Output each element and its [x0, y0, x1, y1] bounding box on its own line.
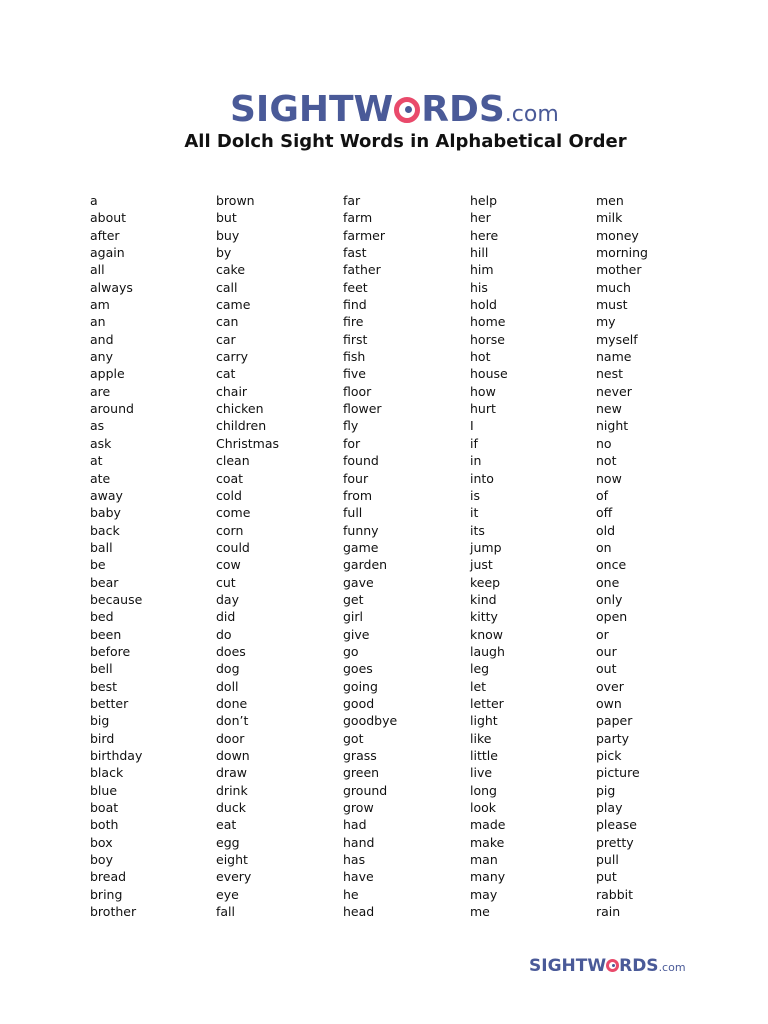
word-item: doll	[216, 678, 239, 694]
word-item: better	[90, 695, 129, 711]
word-item: from	[343, 487, 373, 503]
word-item: door	[216, 730, 245, 746]
word-item: as	[90, 418, 105, 434]
word-item: open	[596, 609, 628, 625]
word-item: cake	[216, 262, 246, 278]
word-item: name	[596, 349, 632, 365]
word-item: go	[343, 643, 359, 659]
word-item: letter	[470, 695, 504, 711]
word-item: here	[470, 227, 499, 243]
word-item: one	[596, 574, 620, 590]
word-item: may	[470, 886, 498, 902]
word-item: birthday	[90, 748, 143, 763]
word-item: don’t	[216, 713, 249, 729]
word-item: help	[470, 193, 498, 208]
word-item: fly	[343, 418, 359, 434]
word-item: me	[470, 904, 490, 920]
word-item: Christmas	[216, 435, 280, 451]
word-item: party	[596, 730, 630, 746]
word-item: could	[216, 539, 250, 555]
sightwords-logo	[230, 88, 559, 137]
footer-logo-text-end: RDS	[619, 956, 659, 976]
word-item: picture	[596, 765, 640, 781]
word-item: horse	[470, 331, 505, 347]
word-item: kitty	[470, 609, 498, 625]
word-item: black	[90, 765, 124, 781]
word-item: green	[343, 765, 380, 781]
word-item: jump	[470, 539, 502, 555]
word-item: know	[470, 626, 504, 642]
word-item: men	[596, 193, 624, 208]
word-item: please	[596, 817, 637, 833]
word-item: find	[343, 297, 367, 313]
word-item: came	[216, 297, 251, 313]
word-column-4	[470, 192, 508, 920]
word-item: myself	[596, 331, 638, 347]
word-item: going	[343, 678, 378, 694]
word-item: for	[343, 435, 361, 451]
word-item: bread	[90, 869, 127, 885]
word-item: floor	[343, 383, 372, 399]
word-item: if	[470, 435, 478, 451]
word-item: rabbit	[596, 886, 634, 902]
word-item: dog	[216, 661, 240, 677]
word-item: hold	[470, 297, 497, 313]
word-item: boy	[90, 852, 113, 868]
word-item: drink	[216, 782, 248, 798]
word-column-3	[343, 192, 397, 920]
word-item: made	[470, 817, 506, 833]
word-item: keep	[470, 574, 501, 590]
footer-logo-text-start: SIGHTW	[529, 956, 607, 976]
word-item: fish	[343, 349, 366, 365]
word-item: it	[470, 505, 479, 521]
word-item: funny	[343, 522, 379, 538]
word-item: farmer	[343, 227, 385, 243]
logo-text-start: SIGHTW	[230, 89, 394, 130]
footer-logo-domain-suffix: .com	[658, 961, 686, 974]
word-item: paper	[596, 713, 633, 729]
word-item: does	[216, 643, 246, 659]
word-item: brown	[216, 193, 255, 208]
word-item: found	[343, 453, 379, 469]
word-item: I	[470, 418, 474, 434]
word-item: he	[343, 886, 359, 902]
word-item: box	[90, 834, 113, 850]
word-item: did	[216, 609, 236, 625]
word-item: children	[216, 418, 267, 434]
word-item: our	[596, 643, 617, 659]
word-item: at	[90, 453, 103, 469]
word-item: far	[343, 193, 361, 208]
word-item: pig	[596, 782, 616, 798]
word-item: give	[343, 626, 370, 642]
word-item: hand	[343, 834, 375, 850]
word-item: clean	[216, 453, 250, 469]
word-item: bear	[90, 574, 119, 590]
word-item: once	[596, 557, 627, 573]
word-item: eight	[216, 852, 248, 868]
word-item: first	[343, 331, 368, 347]
word-item: can	[216, 314, 239, 330]
word-item: egg	[216, 834, 240, 850]
word-item: money	[596, 227, 639, 243]
word-item: hot	[470, 349, 491, 365]
word-item: away	[90, 487, 123, 503]
word-item: man	[470, 852, 498, 868]
word-item: put	[596, 869, 617, 885]
word-item: light	[470, 713, 498, 729]
word-item: farm	[343, 210, 373, 226]
word-item: must	[596, 297, 628, 313]
word-item: ask	[90, 435, 112, 451]
word-item: car	[216, 331, 236, 347]
word-item: apple	[90, 366, 125, 382]
word-item: night	[596, 418, 629, 434]
word-item: bring	[90, 886, 123, 902]
word-item: play	[596, 800, 623, 816]
word-item: got	[343, 730, 364, 746]
word-item: come	[216, 505, 251, 521]
word-item: best	[90, 678, 118, 694]
word-item: is	[470, 487, 480, 503]
word-item: coat	[216, 470, 244, 486]
word-item: do	[216, 626, 232, 642]
word-item: of	[596, 487, 609, 503]
word-item: call	[216, 279, 238, 295]
word-item: look	[470, 800, 497, 816]
word-item: on	[596, 539, 612, 555]
word-item: are	[90, 383, 111, 399]
word-item: long	[470, 782, 497, 798]
word-item: only	[596, 591, 623, 607]
word-item: around	[90, 401, 134, 417]
word-item: corn	[216, 522, 244, 538]
word-item: but	[216, 210, 237, 226]
word-item: fall	[216, 904, 236, 920]
word-item: game	[343, 539, 379, 555]
word-item: good	[343, 695, 375, 711]
word-item: ground	[343, 782, 388, 798]
word-item: boat	[90, 800, 119, 816]
word-item: ball	[90, 539, 113, 555]
word-item: garden	[343, 557, 388, 573]
word-item: am	[90, 297, 110, 313]
word-item: grass	[343, 748, 377, 763]
word-item: kind	[470, 591, 497, 607]
word-item: eye	[216, 886, 239, 902]
word-item: into	[470, 470, 494, 486]
word-item: five	[343, 366, 366, 382]
word-item: full	[343, 505, 363, 521]
word-item: about	[90, 210, 127, 226]
word-item: now	[596, 470, 622, 486]
word-item: morning	[596, 245, 648, 261]
word-item: just	[470, 557, 493, 573]
word-item: had	[343, 817, 367, 833]
word-item: ate	[90, 470, 111, 486]
word-item: feet	[343, 279, 368, 295]
word-item: any	[90, 349, 113, 365]
word-item: nest	[596, 366, 624, 382]
word-item: pull	[596, 852, 619, 868]
word-item: all	[90, 262, 105, 278]
word-item: house	[470, 366, 508, 382]
word-item: bird	[90, 730, 115, 746]
word-item: goodbye	[343, 713, 398, 729]
word-item: or	[596, 626, 609, 642]
word-item: day	[216, 591, 239, 607]
word-item: by	[216, 245, 232, 261]
word-item: no	[596, 435, 612, 451]
word-item: girl	[343, 609, 364, 625]
word-item: mother	[596, 262, 642, 278]
word-item: my	[596, 314, 616, 330]
word-column-1	[90, 192, 142, 920]
word-item: four	[343, 470, 369, 486]
word-item: after	[90, 227, 120, 243]
word-item: father	[343, 262, 381, 278]
word-item: buy	[216, 227, 240, 243]
word-item: home	[470, 314, 506, 330]
word-item: an	[90, 314, 106, 330]
word-item: down	[216, 748, 250, 763]
word-item: chair	[216, 383, 248, 399]
word-item: her	[470, 210, 491, 226]
word-item: have	[343, 869, 374, 885]
word-item: has	[343, 852, 366, 868]
word-item: hill	[470, 245, 489, 261]
word-item: cat	[216, 366, 236, 382]
word-item: rain	[596, 904, 621, 920]
word-column-2	[216, 192, 279, 920]
word-item: because	[90, 591, 143, 607]
word-item: flower	[343, 401, 382, 417]
word-item: and	[90, 331, 114, 347]
word-item: never	[596, 383, 632, 399]
word-item: pick	[596, 748, 622, 763]
word-item: much	[596, 279, 631, 295]
word-item: hurt	[470, 401, 496, 417]
word-item: bed	[90, 609, 114, 625]
word-item: duck	[216, 800, 246, 816]
word-item: chicken	[216, 401, 264, 417]
word-item: carry	[216, 349, 248, 365]
word-item: cold	[216, 487, 242, 503]
word-item: blue	[90, 782, 118, 798]
word-item: laugh	[470, 643, 505, 659]
word-item: done	[216, 695, 248, 711]
word-item: old	[596, 522, 616, 538]
word-item: off	[596, 505, 613, 521]
word-item: goes	[343, 661, 373, 677]
word-item: pretty	[596, 834, 634, 850]
footer-logo	[529, 956, 686, 976]
word-item: before	[90, 643, 131, 659]
word-item: own	[596, 695, 622, 711]
word-item: bell	[90, 661, 113, 677]
word-item: gave	[343, 574, 374, 590]
word-item: in	[470, 453, 482, 469]
word-item: again	[90, 245, 125, 261]
word-item: a	[90, 193, 98, 208]
word-item: cow	[216, 557, 241, 573]
word-item: out	[596, 661, 617, 677]
word-item: baby	[90, 505, 121, 521]
logo-domain-suffix: .com	[504, 102, 559, 127]
word-item: both	[90, 817, 119, 833]
word-item: back	[90, 522, 120, 538]
word-item: draw	[216, 765, 247, 781]
word-item: let	[470, 678, 487, 694]
word-item: its	[470, 522, 485, 538]
word-item: been	[90, 626, 122, 642]
word-item: over	[596, 678, 624, 694]
word-item: head	[343, 904, 375, 920]
word-column-5	[596, 192, 648, 920]
word-item: make	[470, 834, 505, 850]
word-item: him	[470, 262, 494, 278]
word-item: get	[343, 591, 364, 607]
word-item: cut	[216, 574, 236, 590]
word-item: live	[470, 765, 493, 781]
word-item: many	[470, 869, 506, 885]
page-title: All Dolch Sight Words in Alphabetical Order	[184, 131, 627, 152]
word-item: like	[470, 730, 492, 746]
word-item: always	[90, 279, 133, 295]
word-item: how	[470, 383, 496, 399]
word-item: milk	[596, 210, 623, 226]
word-item: new	[596, 401, 622, 417]
word-item: fire	[343, 314, 364, 330]
word-item: fast	[343, 245, 367, 261]
footer-logo-eye-icon	[606, 959, 619, 972]
word-item: big	[90, 713, 110, 729]
word-item: not	[596, 453, 617, 469]
word-item: grow	[343, 800, 374, 816]
word-item: brother	[90, 904, 137, 920]
word-item: eat	[216, 817, 237, 833]
word-item: his	[470, 279, 488, 295]
word-item: every	[216, 869, 252, 885]
word-item: leg	[470, 661, 490, 677]
word-item: little	[470, 748, 498, 763]
word-item: be	[90, 557, 106, 573]
logo-text-end: RDS	[421, 89, 505, 130]
logo-eye-icon	[394, 97, 420, 123]
